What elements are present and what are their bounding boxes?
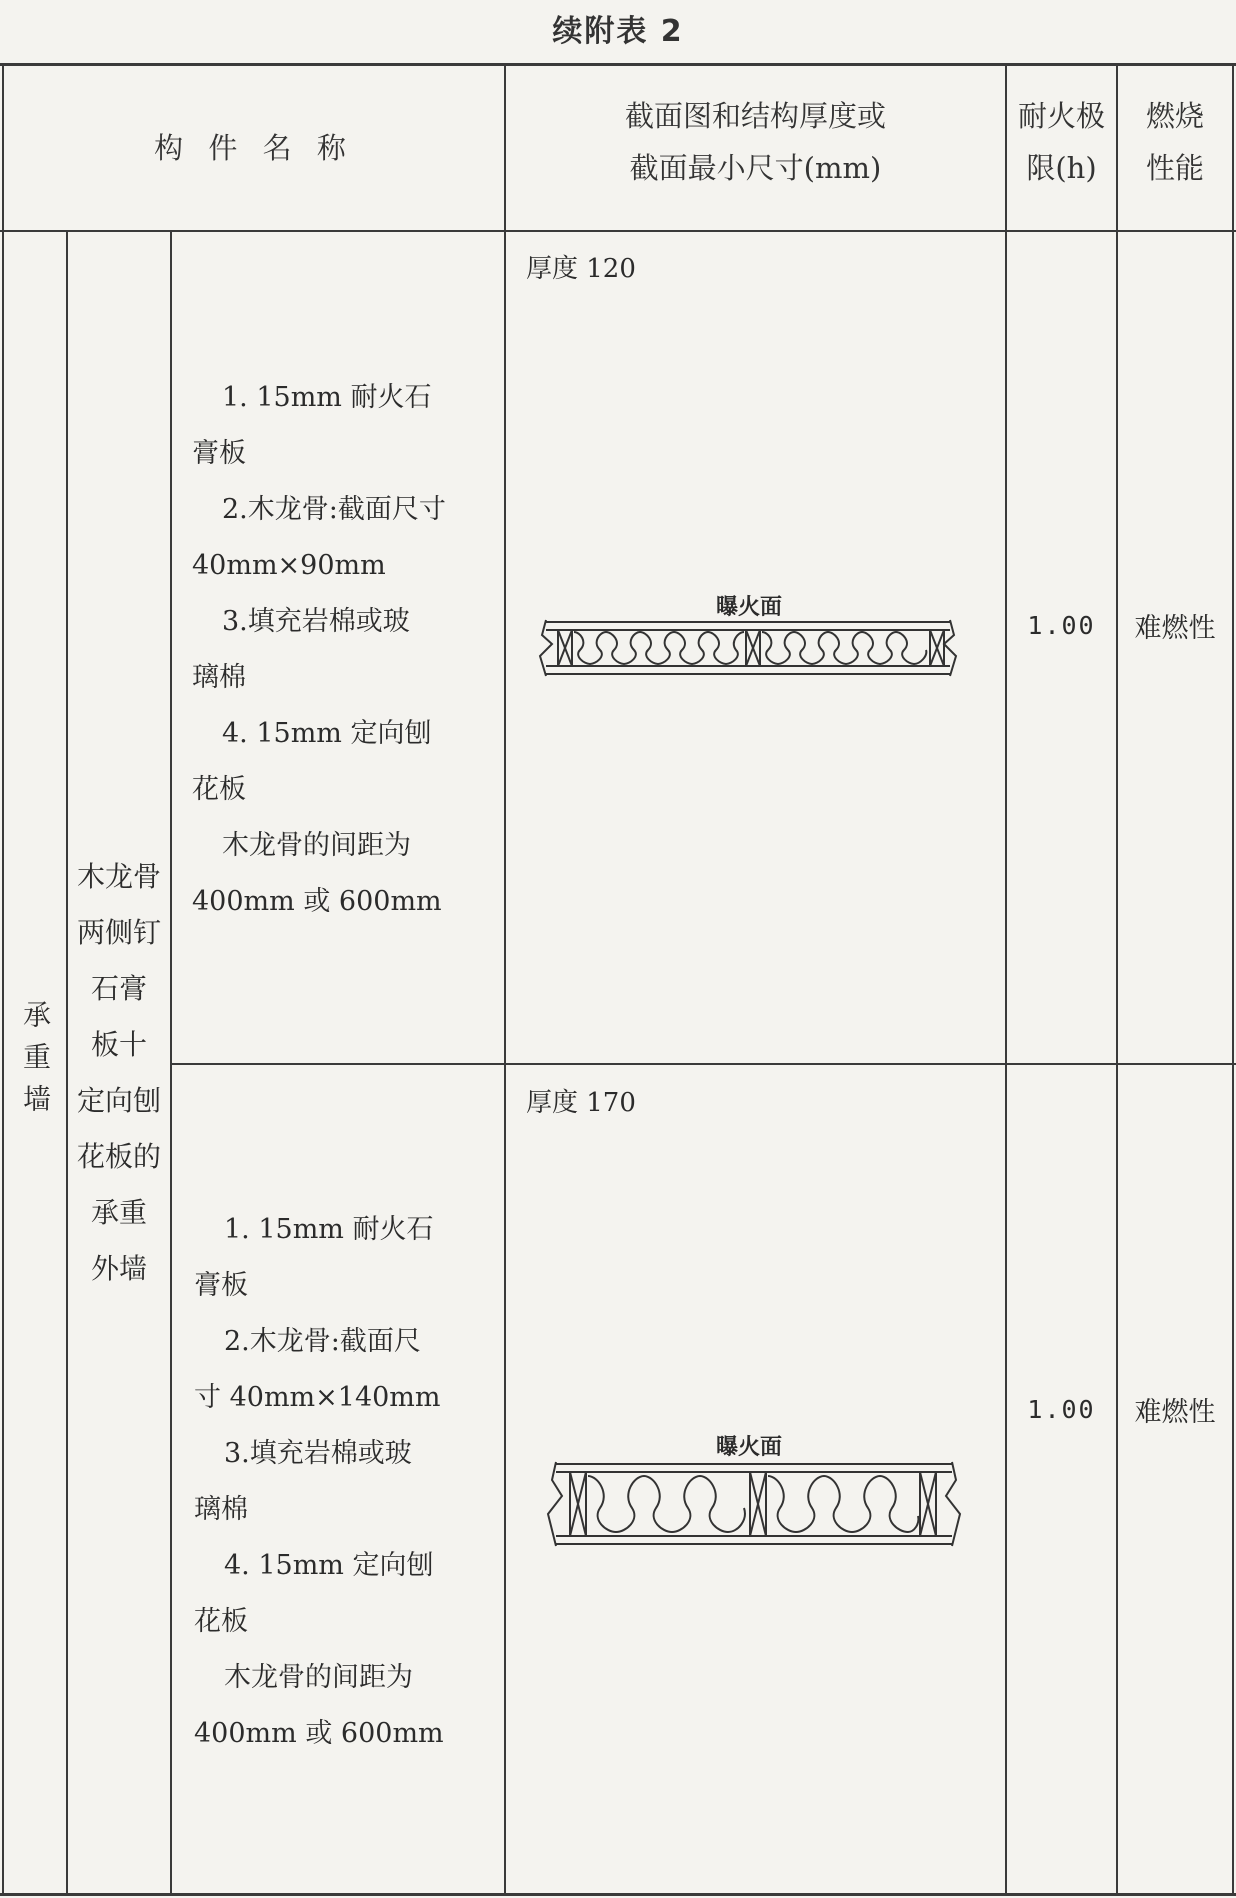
subcategory-line: 承重 <box>90 1195 147 1229</box>
subcategory-text <box>77 849 161 1297</box>
table-border-right <box>1232 63 1234 1896</box>
row1-exposure-label: 曝火面 <box>716 595 783 620</box>
header-section <box>506 90 1005 194</box>
col-divider-2 <box>170 231 172 1896</box>
row1-description <box>192 370 492 930</box>
header-combustion <box>1118 90 1232 194</box>
desc-line: 4. 15mm 定向刨 <box>222 718 432 749</box>
desc-line: 璃棉 <box>194 1494 248 1525</box>
header-fire-limit <box>1007 90 1116 194</box>
row1-fire-limit <box>1007 232 1116 1063</box>
desc-line: 3.填充岩棉或玻 <box>224 1438 412 1469</box>
desc-line: 木龙骨的间距为 <box>222 830 411 861</box>
desc-line: 寸 40mm×140mm <box>194 1382 441 1413</box>
subcategory-cell <box>68 232 170 1893</box>
row2-fire-limit-value: 1.00 <box>1027 1394 1096 1424</box>
header-section-line2: 截面最小尺寸(mm) <box>629 151 882 185</box>
subcategory-line: 定向刨 <box>76 1083 161 1117</box>
subcategory-line: 外墙 <box>90 1251 147 1285</box>
desc-line: 璃棉 <box>192 662 246 693</box>
row2-wall-section-diagram <box>540 1420 980 1564</box>
header-component-name <box>4 66 504 230</box>
desc-line: 1. 15mm 耐火石 <box>224 1214 434 1245</box>
subcategory-line: 花板的 <box>76 1139 161 1173</box>
header-section-line1: 截面图和结构厚度或 <box>624 99 886 133</box>
table-border-bottom <box>0 1893 1236 1896</box>
desc-line: 400mm 或 600mm <box>194 1718 444 1749</box>
header-fire-limit-line2: 限(h) <box>1026 151 1097 185</box>
row2-description <box>194 1202 494 1762</box>
row1-wall-section-diagram <box>530 580 970 694</box>
subcategory-line: 两侧钉 <box>76 915 161 949</box>
desc-line: 2.木龙骨:截面尺 <box>224 1326 421 1357</box>
category-cell <box>4 232 66 1893</box>
desc-line: 400mm 或 600mm <box>192 886 442 917</box>
col-divider-3 <box>504 63 506 1896</box>
desc-line: 膏板 <box>194 1270 248 1301</box>
header-component-name-text: 构 件 名 称 <box>154 131 354 165</box>
header-combustion-line1: 燃烧 <box>1145 99 1204 133</box>
subcategory-line: 石膏 <box>90 971 147 1005</box>
subcategory-line: 木龙骨 <box>76 859 161 893</box>
desc-line: 1. 15mm 耐火石 <box>222 382 432 413</box>
desc-line: 4. 15mm 定向刨 <box>224 1550 434 1581</box>
row1-combustion <box>1118 232 1232 1063</box>
desc-line: 40mm×90mm <box>192 550 386 581</box>
desc-line: 2.木龙骨:截面尺寸 <box>222 494 446 525</box>
row1-fire-limit-value: 1.00 <box>1027 610 1096 640</box>
header-combustion-line2: 性能 <box>1145 151 1204 185</box>
row2-exposure-label: 曝火面 <box>716 1435 783 1460</box>
row1-combustion-value: 难燃性 <box>1134 612 1216 644</box>
desc-line: 木龙骨的间距为 <box>224 1662 413 1693</box>
row1-thickness: 厚度 120 <box>526 254 636 284</box>
row2-thickness: 厚度 170 <box>526 1088 636 1118</box>
subcategory-line: 板十 <box>90 1027 147 1061</box>
row2-fire-limit <box>1007 1065 1116 1893</box>
header-fire-limit-line1: 耐火极 <box>1017 99 1105 133</box>
desc-line: 膏板 <box>192 438 246 469</box>
page-title: 续附表 2 <box>552 14 684 49</box>
row2-combustion <box>1118 1065 1232 1893</box>
desc-line: 花板 <box>192 774 246 805</box>
desc-line: 花板 <box>194 1606 248 1637</box>
row2-combustion-value: 难燃性 <box>1134 1396 1216 1428</box>
category-label: 承重墙 <box>19 999 52 1126</box>
desc-line: 3.填充岩棉或玻 <box>222 606 410 637</box>
